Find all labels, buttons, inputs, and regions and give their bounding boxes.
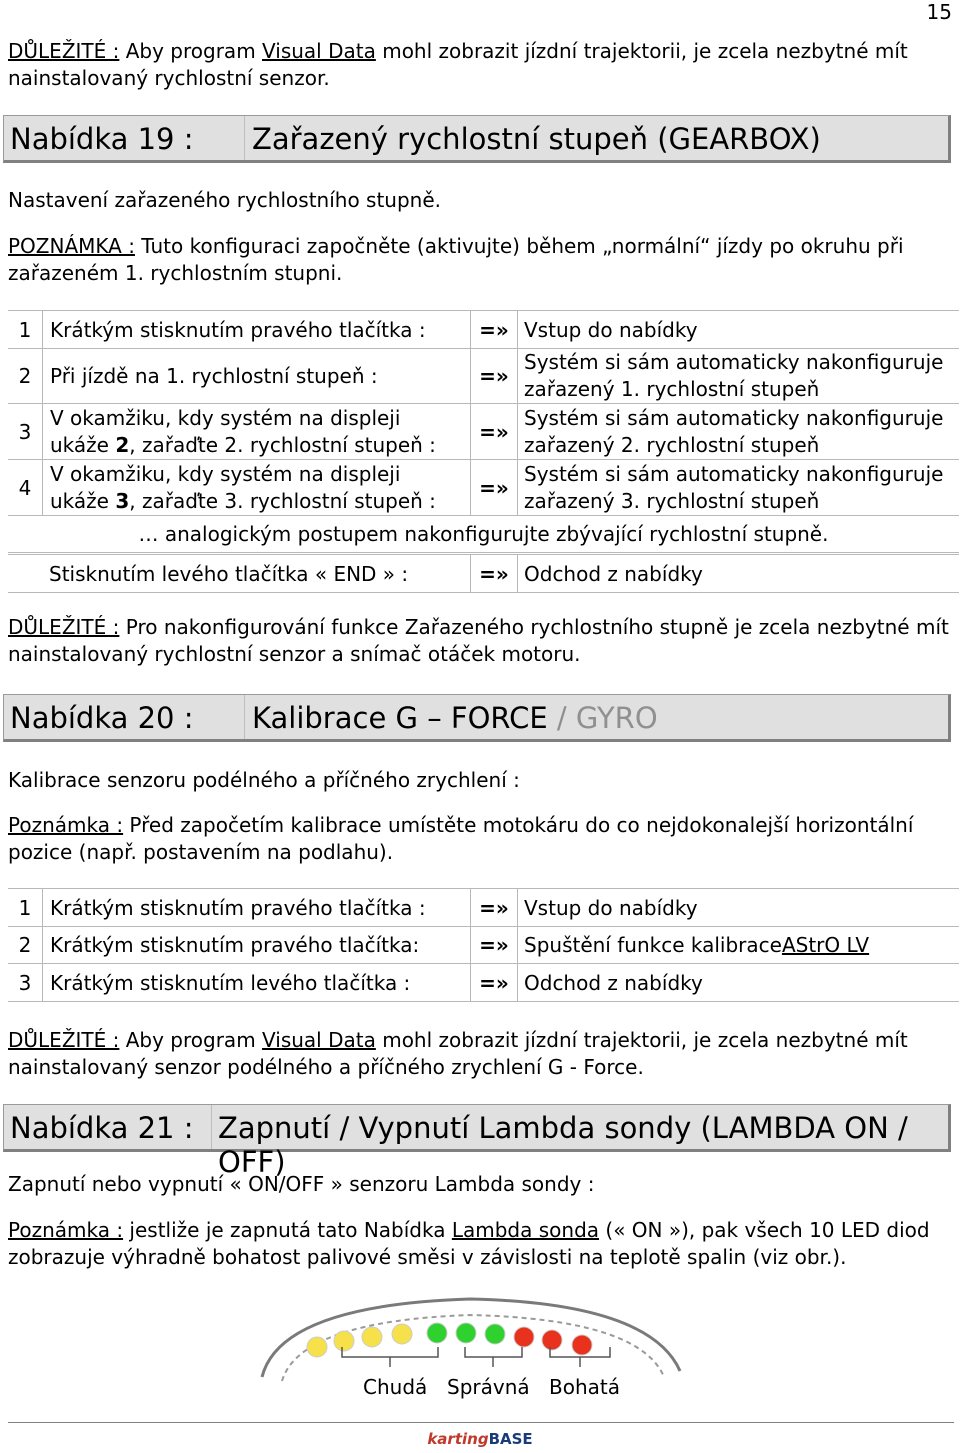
table-row: [8, 404, 959, 460]
menu-20-note-line2: pozice (např. postavením na podlahu).: [8, 840, 394, 864]
step-number: 2: [18, 932, 32, 957]
menu-21-note-line2: zobrazuje výhradně bohatost palivové směsi v závislosti na teplotě spalin (viz obr.).: [8, 1245, 847, 1269]
step-action: Krátkým stisknutím levého tlačítka :: [42, 964, 470, 1001]
menu-19-title: Zařazený rychlostní stupeň (GEARBOX): [252, 122, 821, 156]
step-action: Při jízdě na 1. rychlostní stupeň :: [42, 348, 470, 403]
menu-21-description: Zapnutí nebo vypnutí « ON/OFF » senzoru Lambda sondy :: [8, 1172, 595, 1196]
menu-20-number: Nabídka 20 :: [10, 701, 194, 735]
led-1: [307, 1337, 327, 1357]
table-row: [8, 348, 959, 404]
step-action: V okamžiku, kdy systém na displeji ukáže 2, zařaďte 2. rychlostní stupeň :: [42, 404, 470, 459]
important-label: DŮLEŽITÉ :: [8, 39, 120, 63]
menu-20-title: Kalibrace G – FORCE / GYRO: [252, 701, 658, 735]
arrow-icon: =»: [470, 555, 517, 592]
table-row: [8, 926, 959, 964]
step-action: Krátkým stisknutím pravého tlačítka:: [42, 926, 470, 963]
led-3: [362, 1327, 382, 1347]
legend-ok-label: Správná: [447, 1375, 530, 1399]
menu-19-note: POZNÁMKA : Tuto konfiguraci započněte (aktivujte) během „normální“ jízdy po okruhu při: [8, 234, 904, 258]
led-9: [542, 1330, 562, 1350]
step-result: Vstup do nabídky: [517, 311, 959, 348]
visual-data-link[interactable]: Visual Data: [262, 39, 376, 63]
footer-divider: [8, 1422, 954, 1423]
menu-21-number: Nabídka 21 :: [10, 1111, 194, 1145]
step-number: 3: [18, 970, 32, 995]
page-number: 15: [926, 0, 952, 24]
arrow-icon: =»: [470, 889, 517, 926]
legend-lean-label: Chudá: [363, 1375, 428, 1399]
table-row-analog: [8, 516, 959, 553]
table-row: [8, 310, 959, 349]
important-label: DŮLEŽITÉ :: [8, 615, 120, 639]
note-label: Poznámka :: [8, 813, 124, 837]
note-label: Poznámka :: [8, 1218, 124, 1242]
table-row: [8, 460, 959, 516]
legend-rich-label: Bohatá: [549, 1375, 620, 1399]
led-10: [572, 1335, 592, 1355]
led-6: [456, 1323, 476, 1343]
footer-logo: kartingBASE: [427, 1430, 533, 1448]
step-action: V okamžiku, kdy systém na displeji ukáže 3, zařaďte 3. rychlostní stupeň :: [42, 460, 470, 515]
menu-21-header: [3, 1104, 951, 1179]
table-row: [8, 888, 959, 927]
arrow-icon: =»: [470, 964, 517, 1001]
step-result: Odchod z nabídky: [517, 555, 959, 592]
menu-21-note: Poznámka : jestliže je zapnutá tato Nabídka Lambda sonda (« ON »), pak všech 10 LED diod: [8, 1218, 930, 1242]
step-number: 1: [18, 317, 32, 342]
step-result: Vstup do nabídky: [517, 889, 959, 926]
step-action: Stisknutím levého tlačítka « END » :: [49, 561, 409, 586]
led-4: [392, 1324, 412, 1344]
step-result: Systém si sám automaticky nakonfiguruje zařazený 1. rychlostní stupeň: [517, 348, 959, 403]
step-number: 3: [18, 419, 32, 444]
analog-note: … analogickým postupem nakonfigurujte zbývající rychlostní stupně.: [138, 522, 829, 546]
menu-19-number: Nabídka 19 :: [10, 122, 194, 156]
menu-19-description: Nastavení zařazeného rychlostního stupně.: [8, 188, 442, 212]
table-row-exit: [8, 554, 959, 593]
step-action: Krátkým stisknutím pravého tlačítka :: [42, 889, 470, 926]
visual-data-link[interactable]: Visual Data: [262, 1028, 376, 1052]
arrow-icon: =»: [470, 348, 517, 403]
step-result: Systém si sám automaticky nakonfiguruje zařazený 3. rychlostní stupeň: [517, 460, 959, 515]
menu-19-important-line2: nainstalovaný rychlostní senzor a snímač otáček motoru.: [8, 642, 581, 666]
important-note-1: DŮLEŽITÉ : Aby program Visual Data mohl zobrazit jízdní trajektorii, je zcela nezbytné mít: [8, 39, 908, 63]
menu-20-description: Kalibrace senzoru podélného a příčného zrychlení :: [8, 768, 520, 792]
step-number: 4: [18, 475, 32, 500]
astro-lv-link[interactable]: AStrO LV: [781, 932, 870, 957]
led-2: [334, 1331, 354, 1351]
step-number: 1: [18, 895, 32, 920]
note-label: POZNÁMKA :: [8, 234, 135, 258]
step-action: Krátkým stisknutím pravého tlačítka :: [42, 311, 470, 348]
table-row: [8, 964, 959, 1002]
important-note-1-line2: nainstalovaný rychlostní senzor.: [8, 66, 330, 90]
step-result: Spuštění funkce kalibrace AStrO LV: [517, 926, 959, 963]
arrow-icon: =»: [470, 311, 517, 348]
led-7: [485, 1324, 505, 1344]
menu-20-important: DŮLEŽITÉ : Aby program Visual Data mohl zobrazit jízdní trajektorii, je zcela nezbytné mít: [8, 1028, 908, 1052]
step-number: 2: [18, 363, 32, 388]
header-divider: [211, 1105, 212, 1149]
arrow-icon: =»: [470, 460, 517, 515]
menu-20-important-line2: nainstalovaný senzor podélného a příčného zrychlení G - Force.: [8, 1055, 644, 1079]
step-result: Systém si sám automaticky nakonfiguruje zařazený 2. rychlostní stupeň: [517, 404, 959, 459]
step-result: Odchod z nabídky: [517, 964, 959, 1001]
arrow-icon: =»: [470, 926, 517, 963]
important-label: DŮLEŽITÉ :: [8, 1028, 120, 1052]
menu-19-header: [3, 115, 951, 163]
led-8: [514, 1327, 534, 1347]
lambda-sonda-link[interactable]: Lambda sonda: [451, 1218, 600, 1242]
arrow-icon: =»: [470, 404, 517, 459]
header-divider: [244, 695, 245, 739]
header-divider: [244, 116, 245, 160]
menu-20-note: Poznámka : Před započetím kalibrace umístěte motokáru do co nejdokonalejší horizontální: [8, 813, 914, 837]
led-5: [427, 1323, 447, 1343]
menu-21-title: Zapnutí / Vypnutí Lambda sondy (LAMBDA ON / OFF): [218, 1111, 908, 1179]
menu-19-important: DŮLEŽITÉ : Pro nakonfigurování funkce Zařazeného rychlostního stupně je zcela nezbytné mít: [8, 615, 949, 639]
menu-19-note-line2: zařazeném 1. rychlostním stupni.: [8, 261, 343, 285]
legend-brackets: [342, 1347, 610, 1367]
menu-20-header: [3, 694, 951, 742]
